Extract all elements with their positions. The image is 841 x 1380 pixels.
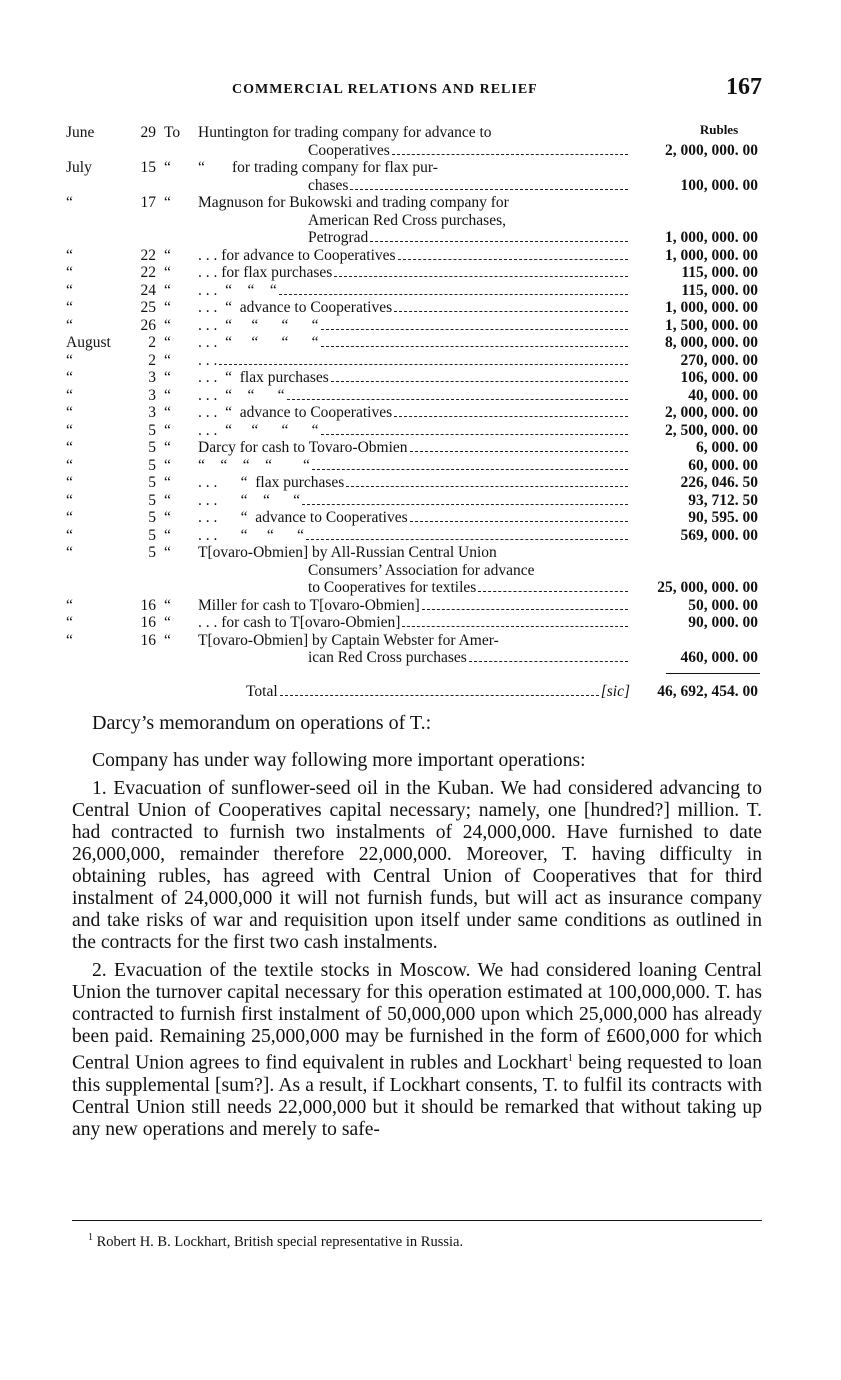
ledger-amount: 50, 000. 00 [688,596,758,614]
ledger-description-line [198,422,630,440]
page-number: 167 [726,74,762,100]
ledger-row [66,124,760,159]
ledger-description-text: chases [308,176,349,194]
ledger-description-line [198,474,630,492]
ledger-description-line [198,334,630,352]
ledger-description-text: . . . “ “ “ “ [198,334,319,351]
ledger-day: 5 [148,526,156,544]
total-amount: 46, 692, 454. 00 [657,682,758,700]
ledger-description-text: . . . for advance to Cooperatives [198,246,396,264]
ledger-day: 16 [140,631,156,649]
ledger-amount: 25, 000, 000. 00 [657,579,758,596]
dot-leader [306,539,628,540]
ledger-description-text: Petrograd [308,229,369,246]
dot-leader [321,434,628,435]
ledger-to: “ [164,159,171,176]
ledger-row [66,439,760,457]
ledger-day: 2 [148,334,156,351]
ledger-to: “ [164,474,171,491]
ledger-row [66,492,760,510]
ledger-description-text: Huntington for trading company for advance to [198,124,492,141]
ledger-day: 3 [148,386,156,404]
ledger-row [66,509,760,527]
ledger-row [66,264,760,282]
dot-leader [392,154,628,155]
dot-leader [410,521,628,522]
ledger-row [66,387,760,405]
ledger-description-line [308,649,630,667]
ledger-description-line [198,299,630,317]
dot-leader [410,451,628,452]
ledger-to: “ [164,491,171,509]
ledger-description-text: . . . “ advance to Cooperatives [198,299,393,316]
ledger-month: “ [66,474,73,491]
ledger-description-text: . . . [198,351,218,369]
dot-leader [398,259,628,260]
ledger-description-text: . . . “ “ “ [198,281,277,299]
ledger-to: “ [164,334,171,351]
ledger-to: “ [164,509,171,526]
ledger-to: “ [164,439,171,456]
ledger-description-text: Cooperatives [308,141,390,159]
dot-leader [422,609,628,610]
footnote-ref: 1 [567,1053,573,1064]
ledger-row [66,544,760,597]
ledger-row [66,474,760,492]
ledger-month: “ [66,456,73,474]
ledger-amount: 40, 000. 00 [688,386,758,404]
ledger-row [66,527,760,545]
ledger-month: August [66,334,111,351]
ledger-amount: 93, 712. 50 [688,491,758,509]
dot-leader [302,504,628,505]
ledger-month: “ [66,316,73,334]
ledger-description-text: . . . “ flax purchases [198,369,329,386]
ledger-day: 5 [148,544,156,561]
total-label: Total [246,682,278,700]
ledger-day: 24 [140,281,156,299]
ledger-day: 5 [148,474,156,491]
dot-leader [350,189,628,190]
dot-leader [370,241,628,242]
ledger-day: 5 [148,439,156,456]
ledger-description-line [198,124,630,142]
ledger-row [66,299,760,317]
ledger-month: “ [66,369,73,386]
ledger-description-text: . . . “ “ “ “ [198,421,319,439]
ledger-day: 3 [148,404,156,421]
ledger-description-line [198,632,630,650]
ledger-day: 3 [148,369,156,386]
ledger-description-text: Miller for cash to T[ovaro-Obmien] [198,596,420,614]
ledger-row [66,334,760,352]
ledger-description-text: Consumers’ Association for advance [308,561,535,579]
ledger-to: “ [164,386,171,404]
ledger-amount: 226, 046. 50 [680,474,758,491]
total-row [66,681,760,703]
ledger-amount: 6, 000. 00 [696,439,758,456]
ledger-amount: 100, 000. 00 [680,176,758,194]
ledger-to: “ [164,631,171,649]
ledger-day: 22 [140,264,156,281]
ledger-description-line [198,159,630,177]
dot-leader [394,416,628,417]
ledger-description-line [198,247,630,265]
ledger-amount: 90, 595. 00 [688,509,758,526]
ledger-amount: 270, 000. 00 [680,351,758,369]
ledger-month: “ [66,281,73,299]
dot-leader [321,329,628,330]
ledger-amount: 2, 500, 000. 00 [665,421,758,439]
ledger-day: 2 [148,351,156,369]
ledger-description-text: T[ovaro-Obmien] by Captain Webster for Amer- [198,631,499,649]
paragraph-textile-part2: being requested to loan this supplemental [sum?]. As a result, if Lockhart consents, T. to fulfil its contracts with Central Union still needs 22,000,000 but it should be remarked that without taking up any new operations and merely to safe- [72,1052,763,1140]
ledger-description-text: Darcy for cash to Tovaro-Obmien [198,439,408,456]
ledger-description-text: . . . “ flax purchases [198,474,345,491]
ledger-row [66,194,760,247]
ledger-to: “ [164,316,171,334]
ledger-to: “ [164,596,171,614]
ledger-amount: 1, 000, 000. 00 [665,299,758,316]
ledger-description-line [198,404,630,422]
dot-leader [279,294,628,295]
paragraph-textile-stocks [72,960,762,1141]
dot-leader [402,626,628,627]
ledger-description-text: . . . “ “ “ “ [198,316,319,334]
ledger-day: 16 [140,614,156,631]
ledger-amount: 106, 000. 00 [680,369,758,386]
ledger-description-text: American Red Cross purchases, [308,211,507,229]
ledger-description-line [308,142,630,160]
ledger-to: “ [164,614,171,631]
ledger-description-line [198,387,630,405]
dot-leader [334,276,628,277]
ledger-description-text: “ “ “ “ “ [198,456,310,474]
ledger-description-line [308,212,630,230]
ledger-to: “ [164,281,171,299]
ledger-amount: 90, 000. 00 [688,614,758,631]
ledger-row [66,632,760,667]
ledger-description-line [198,194,630,212]
ledger-month: “ [66,386,73,404]
ledger-description-text: . . . “ “ “ [198,526,304,544]
ledger-month: “ [66,194,73,211]
total-rule [666,673,760,674]
memo-body [72,750,762,1147]
ledger-month: “ [66,421,73,439]
ledger-description-text: . . . “ “ “ [198,491,301,509]
footnote-marker: 1 [88,1232,93,1243]
ledger-description-line [198,614,630,632]
dot-leader [394,311,628,312]
ledger-to: “ [164,456,171,474]
ledger-month: “ [66,439,73,456]
ledger-description-line [308,562,630,580]
ledger-day: 25 [140,299,156,316]
ledger-amount: 1, 500, 000. 00 [665,316,758,334]
ledger-day: 16 [140,596,156,614]
ledger-description-line [198,439,630,457]
footnote-rule [72,1220,762,1221]
ledger-row [66,457,760,475]
units-label: Rubles [699,122,739,137]
ledger-to: “ [164,246,171,264]
ledger-description-text: . . . “ advance to Cooperatives [198,404,393,421]
footnote-text: Robert H. B. Lockhart, British special representative in Russia. [96,1233,464,1250]
ledger-month: “ [66,596,73,614]
dot-leader [321,346,628,347]
running-title: COMMERCIAL RELATIONS AND RELIEF [232,82,538,97]
ledger-amount: 460, 000. 00 [680,649,758,666]
ledger-to: “ [164,299,171,316]
ledger-day: 5 [148,421,156,439]
ledger-day: 15 [140,159,156,176]
ledger-to: To [164,124,181,141]
ledger-row [66,247,760,265]
ledger-row [66,317,760,335]
ledger-amount: 569, 000. 00 [680,526,758,544]
dot-leader [469,661,628,662]
dot-leader [478,591,628,592]
paragraph-sunflower-oil: 1. Evacuation of sunflower-seed oil in the Kuban. We had considered advancing to Central Union of Cooperatives capital necessary; namely, one [hundred?] million. T. had contracted to furnish two instalments of 24,000,000. Have furnished to date 26,000,000, remainder therefore 22,000,000. Moreover, T. having difficulty in obtaining rubles, has agreed with Central Union of Cooperatives that for third instalment of 24,000,000 it will not furnish funds, but will act as insurance company and take risks of war and requisition upon itself under same conditions as outlined in the contracts for the first two cash instalments. [72,778,762,953]
ledger-month: “ [66,491,73,509]
ledger-month: “ [66,264,73,281]
ledger-month: “ [66,404,73,421]
ledger-to: “ [164,369,171,386]
ledger-description-line [308,229,630,247]
ledger-day: 5 [148,491,156,509]
ledger-description-line [308,579,630,597]
ledger-to: “ [164,421,171,439]
ledger-day: 5 [148,509,156,526]
ledger-day: 22 [140,246,156,264]
footnote [88,1232,463,1251]
ledger-row [66,597,760,615]
ledger-day: 5 [148,456,156,474]
ledger-amount: 115, 000. 00 [681,264,758,281]
ledger-to: “ [164,351,171,369]
ledger-description-text: . . . “ advance to Cooperatives [198,509,408,526]
ledger-day: 29 [140,124,156,141]
ledger-month: “ [66,526,73,544]
ledger-description-text: Magnuson for Bukowski and trading company for [198,194,509,211]
total-description [246,681,630,703]
ledger-description-line [198,352,630,370]
ledger-amount: 2, 000, 000. 00 [665,141,758,159]
ledger-description-line [198,317,630,335]
ledger-to: “ [164,404,171,421]
ledger-to: “ [164,194,171,211]
dot-leader [219,364,628,365]
page-header [72,74,762,104]
ledger-description-text: to Cooperatives for textiles [308,579,477,596]
ledger-to: “ [164,544,171,561]
ledger-amount: 8, 000, 000. 00 [665,334,758,351]
ledger-row [66,352,760,370]
ledger-row [66,422,760,440]
ledger-row [66,369,760,387]
ledger-day: 17 [140,194,156,211]
ledger-to: “ [164,526,171,544]
ledger-day: 26 [140,316,156,334]
ledger-description-text: . . . “ “ “ [198,386,285,404]
ledger-description-line [198,544,630,562]
dot-leader [312,469,628,470]
ledger-month: “ [66,299,73,316]
ledger-month: “ [66,509,73,526]
ledger-amount: 1, 000, 000. 00 [665,246,758,264]
dot-leader [280,695,599,696]
ledger-row [66,159,760,194]
dot-leader [331,381,628,382]
paragraph-textile-part1: 2. Evacuation of the textile stocks in Moscow. We had considered loaning Central Union the turnover capital necessary for this operation estimated at 100,000,000. T. has contracted to furnish first instalment of 50,000,000 upon which 25,000,000 has already been paid. Remaining 25,000,000 may be furnished in the form of £600,000 for which Central Union agrees to find equivalent in rubles and Lockhart [72,960,762,1074]
ledger-amount: 115, 000. 00 [681,281,758,299]
ledger-description-line [198,369,630,387]
ledger-amount: 2, 000, 000. 00 [665,404,758,421]
ledger-description-line [308,177,630,195]
paragraph-intro: Company has under way following more important operations: [92,750,586,771]
ledger-amount: 60, 000. 00 [688,456,758,474]
ledger-description-text: T[ovaro-Obmien] by All-Russian Central Union [198,544,497,561]
ledger-description-line [198,457,630,475]
ledger-description-line [198,492,630,510]
dot-leader [287,399,628,400]
ledger-description-line [198,597,630,615]
ledger-row [66,282,760,300]
ledger-month: “ [66,351,73,369]
ledger-description-line [198,264,630,282]
memo-heading: Darcy’s memorandum on operations of T.: [92,712,432,734]
ledger-description-text: . . . for cash to T[ovaro-Obmien] [198,614,401,631]
ledger-month: “ [66,544,73,561]
total-sic-note: [sic] [600,682,630,700]
ledger-month: July [66,159,92,176]
ledger-amount: 1, 000, 000. 00 [665,229,758,246]
ledger-row [66,614,760,632]
dot-leader [346,486,628,487]
ledger-month: “ [66,614,73,631]
ledger-month: June [66,124,95,141]
ledger-description-line [198,527,630,545]
ledger-description-text: ican Red Cross purchases [308,649,467,666]
ledger-description-line [198,282,630,300]
ledger-to: “ [164,264,171,281]
ledger-description-text: “ for trading company for flax pur- [198,159,438,176]
ledger-month: “ [66,631,73,649]
ledger-description-text: . . . for flax purchases [198,264,333,281]
ledger-month: “ [66,246,73,264]
ledger-row [66,404,760,422]
ledger-description-line [198,509,630,527]
